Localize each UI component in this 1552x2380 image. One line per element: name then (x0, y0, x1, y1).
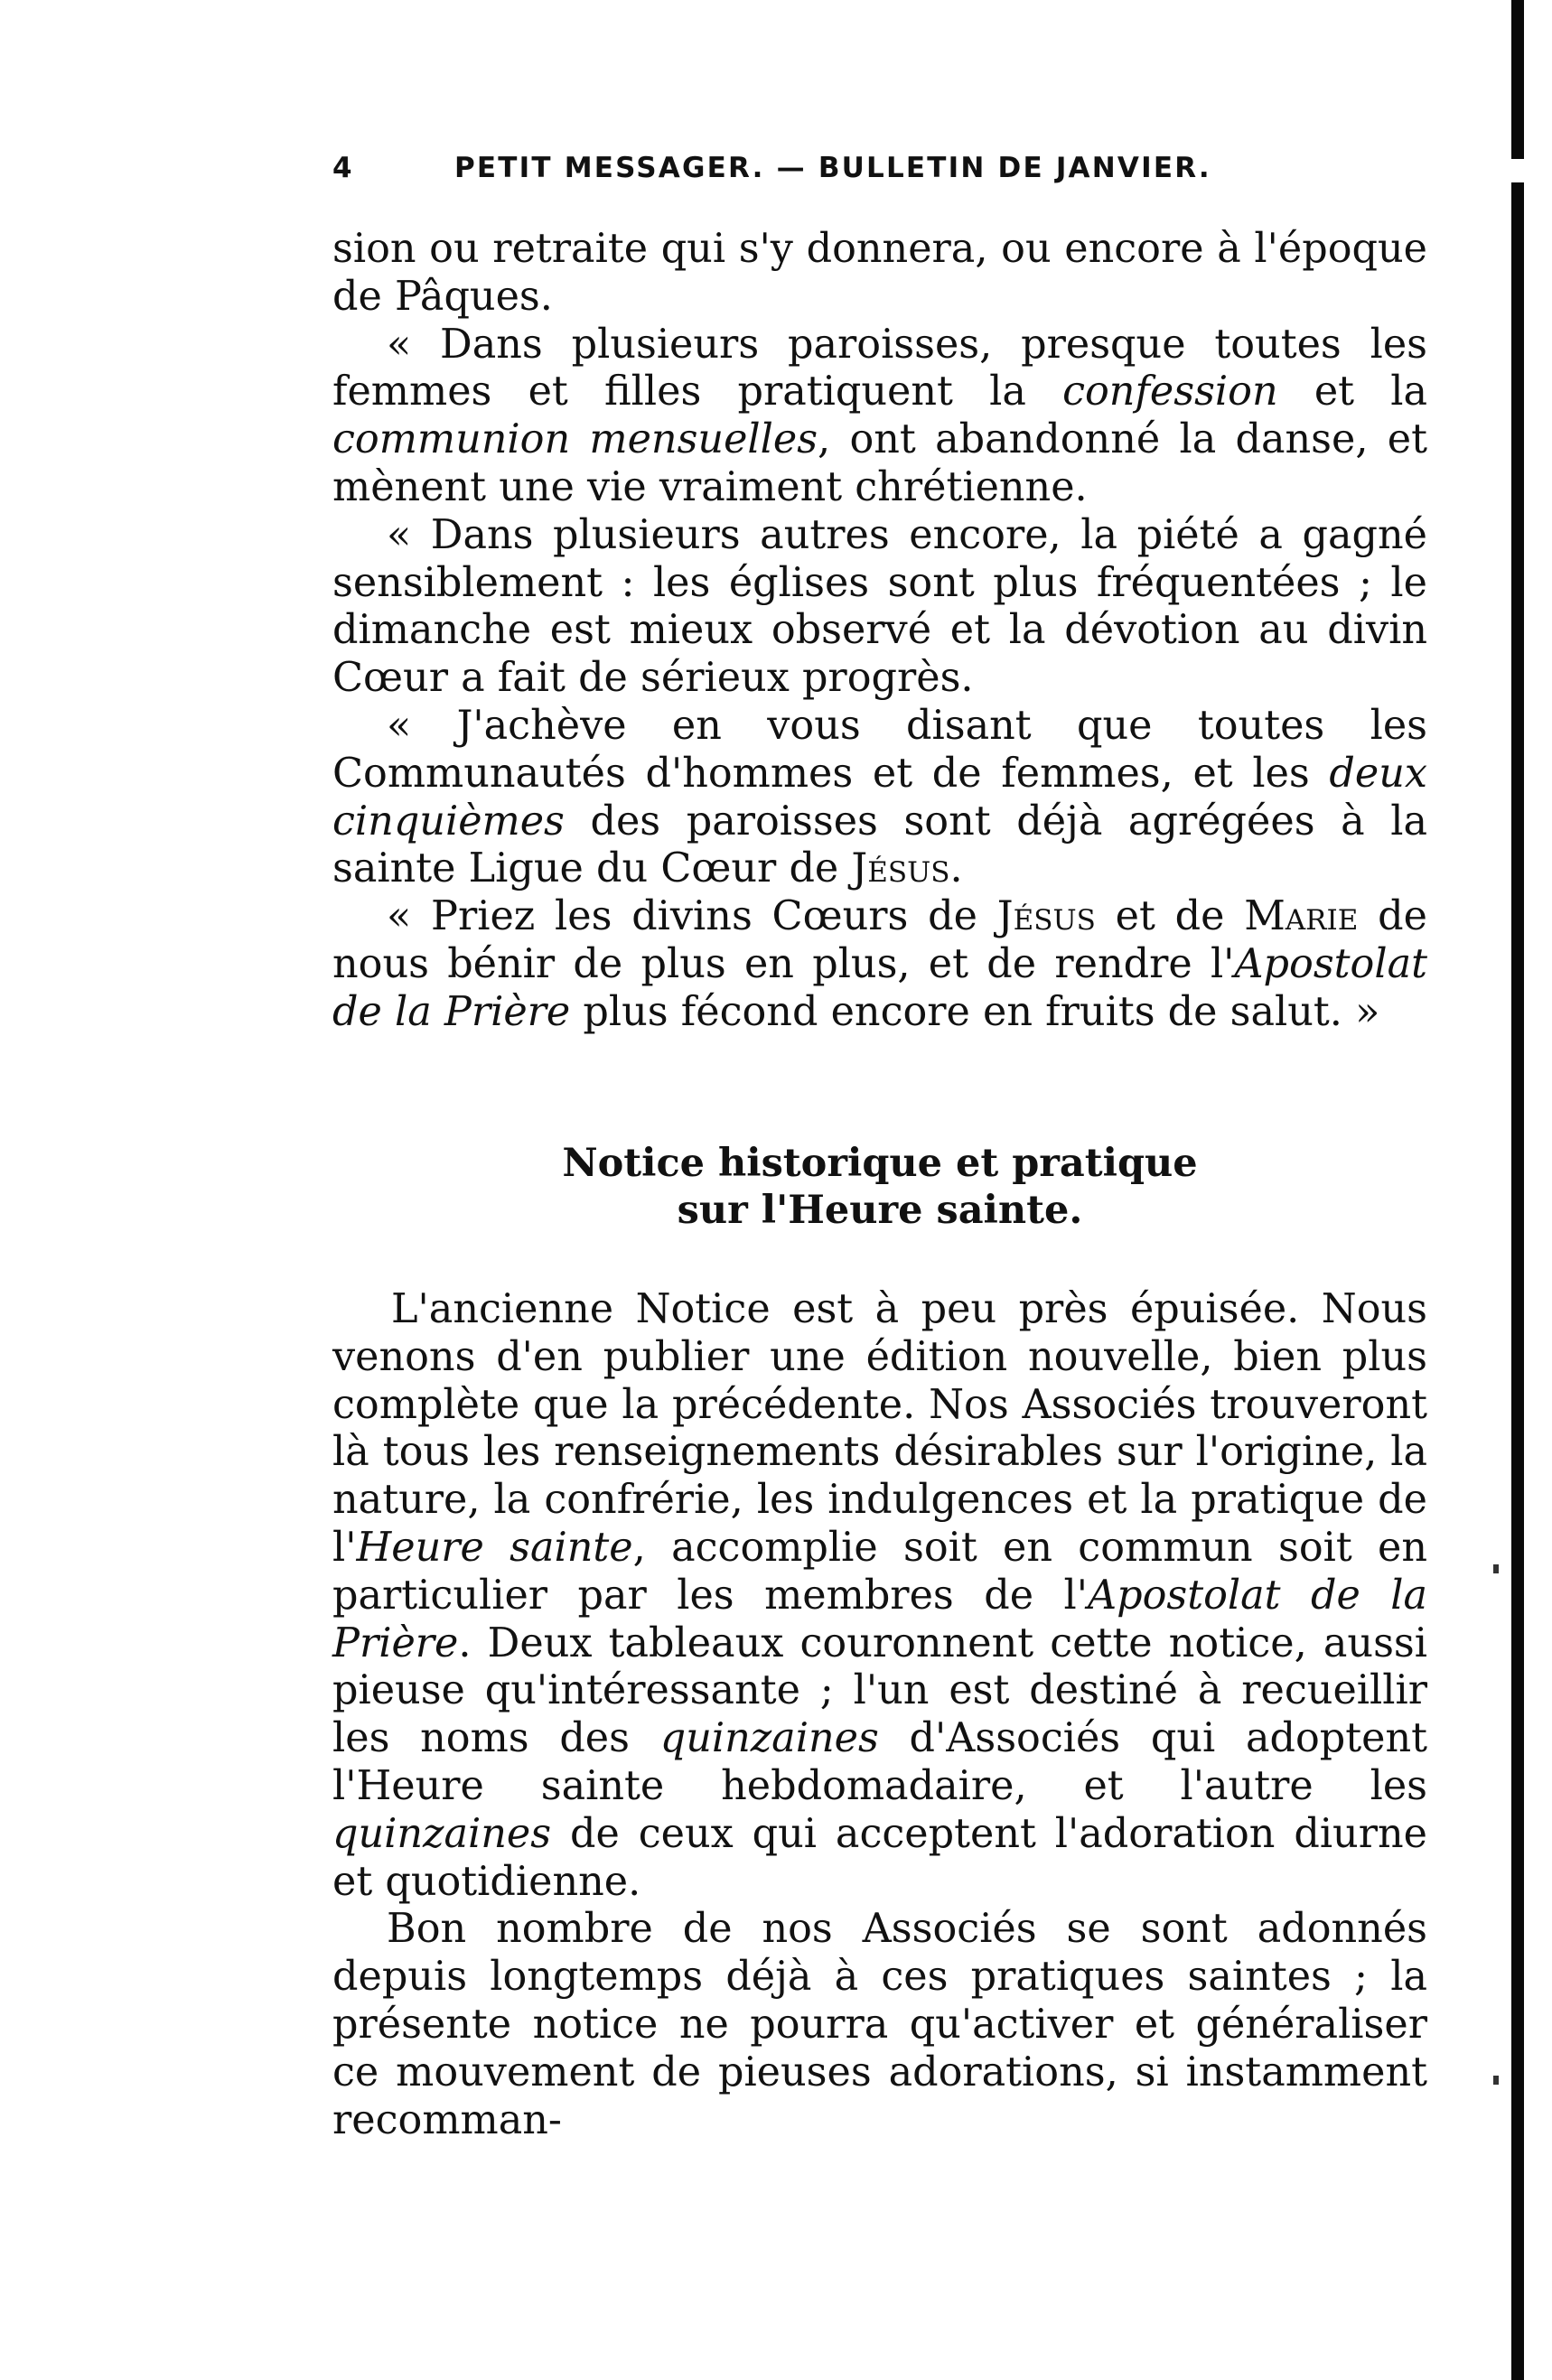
paragraph-text: de nous bénir de plus en plus, et de rendre l' (332, 893, 1428, 987)
heading-line: Notice historique et pratique (562, 1141, 1198, 1186)
small-caps-name: Marie (1244, 893, 1359, 940)
paragraph-text: « Dans plusieurs autres encore, la piété a gagné sensiblement : les églises sont plus fréquentées ; le dimanche est mieux observé et la dévotion au divin Cœur a fait de sérieux progrès. (332, 511, 1427, 702)
heading-line: sur l'Heure sainte. (677, 1188, 1083, 1233)
paragraph (332, 893, 1427, 1036)
running-header (332, 152, 1304, 197)
paragraph (332, 322, 1427, 512)
paragraph (332, 703, 1427, 893)
paragraph-text: . (949, 845, 963, 892)
emphasis: quinzaines (659, 1715, 879, 1762)
paragraph-text: d'Associés qui adoptent l'Heure sainte hebdomadaire, et l'autre les (332, 1715, 1428, 1809)
paragraph-text: de ceux qui acceptent l'adoration diurne et quotidienne. (332, 1810, 1427, 1905)
letter-continuation (332, 226, 1427, 1037)
paragraph-text: Bon nombre de nos Associés se sont adonnés depuis longtemps déjà à ces pratiques saintes ; la présente notice ne pourra qu'activer et généraliser ce mouvement de pieuses adorations, si instamment recomman- (332, 1906, 1427, 2143)
edge-speck (1493, 2076, 1499, 2085)
paragraph-text: plus fécond encore en fruits de salut. » (570, 988, 1380, 1035)
edge-speck (1493, 1564, 1499, 1573)
emphasis: deux cinquièmes (332, 750, 1427, 845)
page-edge-rule (1511, 0, 1524, 2380)
emphasis: Apostolat de la Prière (332, 1572, 1428, 1666)
paragraph-text: . Deux tableaux couronnent cette notice, aussi pieuse qu'intéressante ; l'un est destiné à recueillir les noms des (332, 1619, 1427, 1762)
paragraph-text: « Priez les divins Cœurs de (387, 893, 997, 940)
paragraph-text: des paroisses sont déjà agrégées à la sainte Ligue du Cœur de (332, 798, 1427, 892)
page-edge-gap (1511, 159, 1524, 182)
emphasis: Heure sainte (356, 1524, 633, 1571)
paragraph-text: , ont abandonné la danse, et mènent une vie vraiment chrétienne. (332, 416, 1427, 510)
paragraph-text: sion ou retraite qui s'y donnera, ou encore à l'époque de Pâques. (332, 226, 1427, 320)
notice-body (332, 1286, 1427, 2144)
emphasis: Apostolat de la Prière (332, 940, 1427, 1035)
small-caps-name: Jésus (996, 893, 1096, 940)
emphasis: quinzaines (332, 1810, 552, 1857)
emphasis: confession (1062, 369, 1278, 415)
small-caps-name: Jésus (851, 845, 950, 892)
paragraph (332, 226, 1427, 322)
section-heading (332, 1140, 1427, 1234)
paragraph-text: « Dans plusieurs paroisses, presque toutes les femmes et filles pratiquent la (332, 321, 1427, 415)
header-title: PETIT MESSAGER. — BULLETIN DE JANVIER. (454, 152, 1211, 184)
emphasis: communion mensuelles (332, 416, 818, 463)
paragraph-text: « J'achève en vous disant que toutes les Communautés d'hommes et de femmes, et les (332, 702, 1427, 797)
paragraph-text: L'ancienne Notice est à peu près épuisée. Nous venons d'en publier une édition nouvelle, bien plus complète que la précédente. Nos Associés trouveront là tous les renseignements désirables sur l'origine, la nature, la confrérie, les indulgences et la pratique de l' (332, 1286, 1427, 1571)
paragraph-text: et de (1095, 893, 1245, 940)
paragraph (332, 1906, 1427, 2144)
paragraph-text: et la (1277, 369, 1427, 415)
paragraph (332, 512, 1427, 703)
paragraph-text: , accomplie soit en commun soit en particulier par les membres de l' (332, 1524, 1427, 1619)
page-number: 4 (332, 152, 354, 184)
paragraph (332, 1286, 1427, 1906)
